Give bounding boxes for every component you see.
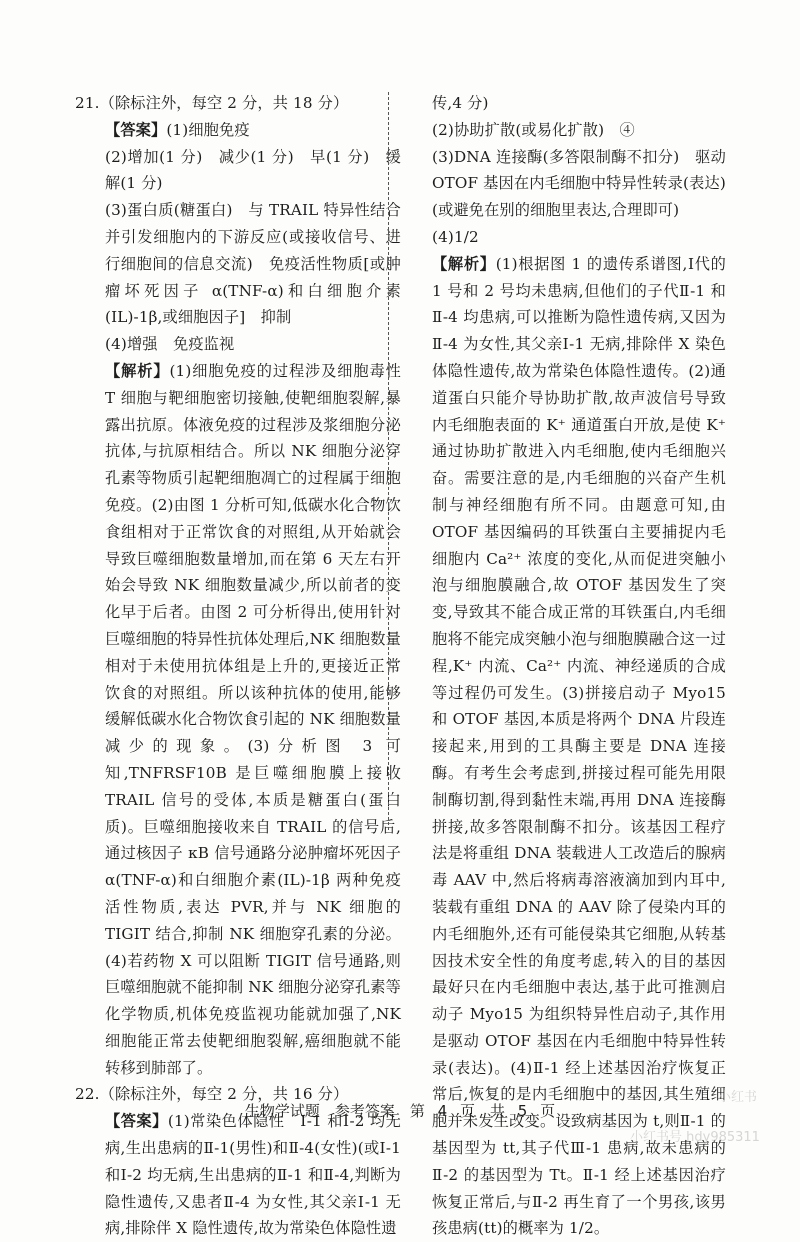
analysis-tag: 【解析】 xyxy=(105,361,170,380)
q22-answer-2: (2)协助扩散(或易化扩散) ④ xyxy=(432,120,635,139)
q22-answer-3: (3)DNA 连接酶(多答限制酶不扣分) 驱动 OTOF 基因在内毛细胞中特异性转录(表达)(或避免在别的细胞里表达,合理即可) xyxy=(432,147,726,220)
q21-answer-line xyxy=(75,117,401,144)
analysis-tag: 【解析】 xyxy=(432,254,496,273)
answer-tag: 【答案】 xyxy=(105,1112,168,1131)
q21-analysis-text: (1)细胞免疫的过程涉及细胞毒性 T 细胞与靶细胞密切接触,使靶细胞裂解,暴露出抗原。体液免疫的过程涉及浆细胞分泌抗体,与抗原相结合。所以 NK 细胞分泌穿孔素等物质引起靶细胞凋亡的过程属于细胞免疫。(2)由图 1 分析可知,低碳水化合物饮食组相对于正常饮食的对照组,从开始就会导致巨噬细胞数量增加,而在第 6 天左右开始会导致 NK 细胞数量减少,所以前者的变化早于后者。由图 2 可分析得出,使用针对巨噬细胞的特异性抗体处理后,NK 细胞数量相对于未使用抗体组是上升的,更接近正常饮食的对照组。所以该种抗体的使用,能够缓解低碳水化合物饮食引起的 NK 细胞数量减少的现象。(3)分析图 3 可知,TNFRSF10B 是巨噬细胞膜上接收 TRAIL 信号的受体,本质是糖蛋白(蛋白质)。巨噬细胞接收来自 TRAIL 的信号后,通过核因子 κB 信号通路分泌肿瘤坏死因子 α(TNF-α)和白细胞介素(IL)-1β 两种免疫活性物质,表达 PVR,并与 NK 细胞的 TIGIT 结合,抑制 NK 细胞穿孔素的分泌。(4)若药物 X 可以阻断 TIGIT 信号通路,则巨噬细胞就不能抑制 NK 细胞分泌穿孔素等化学物质,机体免疫监视功能就加强了,NK 细胞能正常去使靶细胞裂解,癌细胞就不能转移到肺部了。 xyxy=(105,361,401,1077)
page-footer: 生物学试题 参考答案 第 4 页 共 5 页 xyxy=(244,1102,556,1120)
q22-answer-1-continued: 传,4 分) xyxy=(432,94,489,112)
column-divider xyxy=(388,92,389,830)
q21-header: 21.（除标注外，每空 2 分，共 18 分） xyxy=(75,94,349,112)
q21-answer-3: (3)蛋白质(糖蛋白) 与 TRAIL 特异性结合并引发细胞内的下游反应(或接收信号、进行细胞间的信息交流) 免疫活性物质[或肿瘤坏死因子 α(TNF-α)和白细胞介素(IL)-1β,或细胞因子] 抑制 xyxy=(105,201,401,327)
q21-answer-2: (2)增加(1 分) 减少(1 分) 早(1 分) 缓解(1 分) xyxy=(105,147,401,193)
q21-analysis xyxy=(75,358,401,1082)
q21-answer-4: (4)增强 免疫监视 xyxy=(105,335,235,354)
q21-answer-1: (1)细胞免疫 xyxy=(166,120,250,139)
q22-answer-4: (4)1/2 xyxy=(432,227,479,246)
left-column xyxy=(75,90,401,1242)
q22-answer-line xyxy=(75,1108,401,1242)
q22-answer-1: (1)常染色体隐性 Ⅰ-1 和Ⅰ-2 均无病,生出患病的Ⅱ-1(男性)和Ⅱ-4(女性)(或Ⅰ-1 和Ⅰ-2 均无病,生出患病的Ⅱ-1 和Ⅱ-4,判断为隐性遗传,又患者Ⅱ-4 为女性,其父亲Ⅰ-1 无病,排除伴 X 隐性遗传,故为常染色体隐性遗 xyxy=(105,1112,401,1238)
watermark-logo: 小红书 xyxy=(718,1090,758,1105)
answer-tag: 【答案】 xyxy=(105,120,167,139)
q22-analysis-text: (1)根据图 1 的遗传系谱图,Ⅰ代的 1 号和 2 号均未患病,但他们的子代Ⅱ-1 和Ⅱ-4 均患病,可以推断为隐性遗传病,又因为Ⅱ-4 为女性,其父亲Ⅰ-1 无病,排除伴 X 染色体隐性遗传,故为常染色体隐性遗传。(2)通道蛋白只能介导协助扩散,故声波信号导致内毛细胞表面的 K⁺ 通道蛋白开放,是使 K⁺ 通过协助扩散进入内毛细胞,使内毛细胞兴奋。需要注意的是,内毛细胞的兴奋产生机制与神经细胞有所不同。由题意可知,由 OTOF 基因编码的耳铁蛋白主要捕捉内毛细胞内 Ca²⁺ 浓度的变化,从而促进突触小泡与细胞膜融合,故 OTOF 基因发生了突变,导致其不能合成正常的耳铁蛋白,内毛细胞将不能完成突触小泡与细胞膜融合这一过程,K⁺ 内流、Ca²⁺ 内流、神经递质的合成等过程仍可发生。(3)拼接启动子 Myo15 和 OTOF 基因,本质是将两个 DNA 片段连接起来,用到的工具酶主要是 DNA 连接酶。有考生会考虑到,拼接过程可能先用限制酶切割,得到黏性末端,再用 DNA 连接酶拼接,故多答限制酶不扣分。该基因工程疗法是将重组 DNA 装载进人工改造后的腺病毒 AAV 中,然后将病毒溶液滴加到内耳中,装载有重组 DNA 的 AAV 除了侵染内耳的内毛细胞外,还有可能侵染其它细胞,从转基因技术安全性的角度考虑,转入的目的基因最好只在内毛细胞中表达,基于此可推测启动子 Myo15 为组织特异性启动子,其作用是驱动 OTOF 基因在内毛细胞中特异性转录(表达)。(4)Ⅱ-1 经上述基因治疗恢复正常后,恢复的是内毛细胞中的基因,其生殖细胞并未发生改变。设致病基因为 t,则Ⅱ-1 的基因型为 tt,其子代Ⅲ-1 患病,故未患病的Ⅱ-2 的基因型为 Tt。Ⅱ-1 经上述基因治疗恢复正常后,与Ⅱ-2 再生育了一个男孩,该男孩患病(tt)的概率为 1/2。 xyxy=(432,254,726,1238)
right-column xyxy=(400,90,726,1242)
q22-header: 22.（除标注外，每空 2 分，共 16 分） xyxy=(75,1085,349,1104)
q22-analysis xyxy=(400,251,726,1242)
watermark-id: 小红书号 hdy985311 xyxy=(630,1130,760,1145)
